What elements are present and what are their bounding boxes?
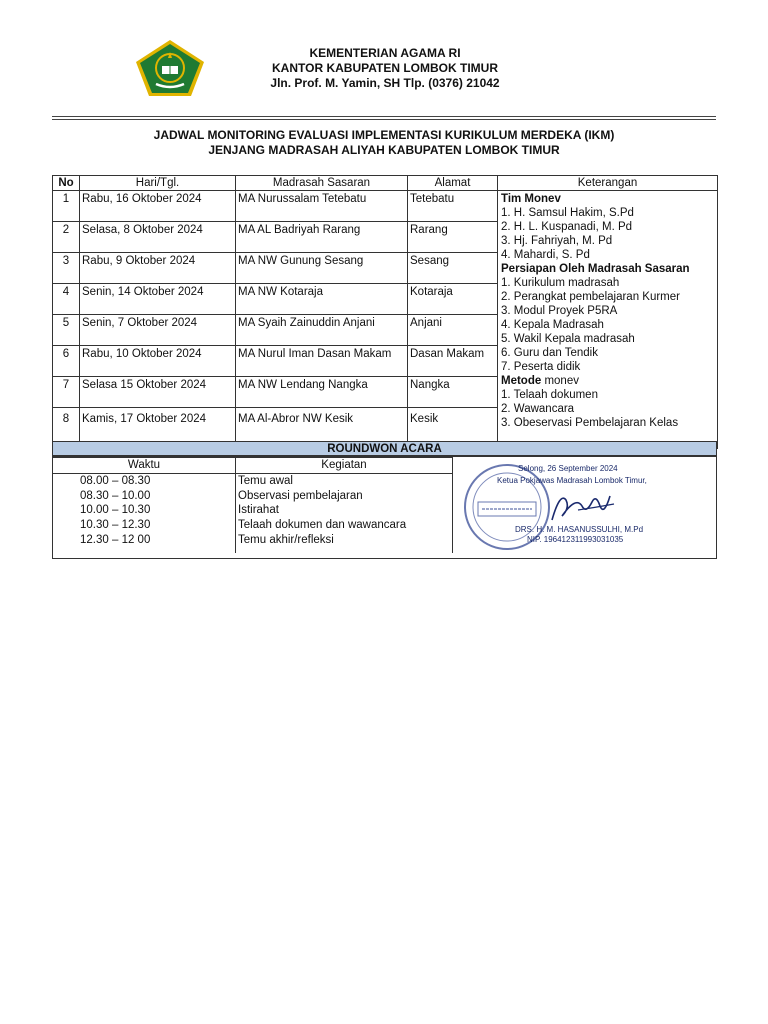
tim-monev-title: Tim Monev <box>501 193 561 205</box>
agenda-header-row <box>53 458 453 474</box>
row-address: Dasan Makam <box>408 346 498 377</box>
row-date: Selasa 15 Oktober 2024 <box>80 377 236 408</box>
agenda-header-activity: Kegiatan <box>236 458 453 474</box>
persiapan-item: 3. Modul Proyek P5RA <box>501 305 618 317</box>
schedule-table <box>52 175 718 449</box>
persiapan-item: 6. Guru dan Tendik <box>501 347 598 359</box>
letterhead-line-1: KEMENTERIAN AGAMA RI <box>309 46 461 60</box>
metode-item: 2. Wawancara <box>501 403 575 415</box>
title-line-2: JENJANG MADRASAH ALIYAH KABUPATEN LOMBOK TIMUR <box>208 143 560 157</box>
row-school: MA Al-Abror NW Kesik <box>236 408 408 449</box>
row-no: 8 <box>53 408 80 449</box>
row-no: 4 <box>53 284 80 315</box>
persiapan-item: 7. Peserta didik <box>501 361 581 373</box>
row-no: 3 <box>53 253 80 284</box>
signatory-nip: NIP. 196412311993031035 <box>527 535 624 544</box>
title-line-1: JADWAL MONITORING EVALUASI IMPLEMENTASI KURIKULUM MERDEKA (IKM) <box>153 128 615 142</box>
agenda-time: 08.00 – 08.30 <box>53 473 236 488</box>
persiapan-item: 4. Kepala Madrasah <box>501 319 604 331</box>
signature-role: Ketua Pokjawas Madrasah Lombok Timur, <box>497 476 647 485</box>
agenda-time: 12.30 – 12 00 <box>53 533 236 553</box>
metode-item: 1. Telaah dokumen <box>501 389 598 401</box>
row-no: 2 <box>53 222 80 253</box>
row-address: Kesik <box>408 408 498 449</box>
row-address: Tetebatu <box>408 191 498 222</box>
persiapan-item: 5. Wakil Kepala madrasah <box>501 333 635 345</box>
agenda-activity: Istirahat <box>236 503 453 518</box>
agenda-time: 08.30 – 10.00 <box>53 489 236 504</box>
header-no: No <box>53 176 80 191</box>
row-school: MA NW Kotaraja <box>236 284 408 315</box>
row-date: Selasa, 8 Oktober 2024 <box>80 222 236 253</box>
letterhead-rule-2 <box>52 119 716 120</box>
row-school: MA NW Lendang Nangka <box>236 377 408 408</box>
row-school: MA Nurussalam Tetebatu <box>236 191 408 222</box>
row-date: Rabu, 9 Oktober 2024 <box>80 253 236 284</box>
row-no: 1 <box>53 191 80 222</box>
header-date: Hari/Tgl. <box>80 176 236 191</box>
agenda-row <box>53 473 453 488</box>
row-address: Nangka <box>408 377 498 408</box>
tim-member: 2. H. L. Kuspanadi, M. Pd <box>501 221 633 233</box>
header-school: Madrasah Sasaran <box>236 176 408 191</box>
table-header-row <box>53 176 718 191</box>
row-no: 7 <box>53 377 80 408</box>
row-date: Senin, 14 Oktober 2024 <box>80 284 236 315</box>
metode-title: Metode <box>501 375 542 387</box>
metode-item: 3. Obeservasi Pembelajaran Kelas <box>501 417 679 429</box>
row-address: Kotaraja <box>408 284 498 315</box>
ministry-logo <box>134 38 206 98</box>
agenda-activity: Temu akhir/refleksi <box>236 533 453 553</box>
tim-member: 4. Mahardi, S. Pd <box>501 249 590 261</box>
agenda-row <box>53 518 453 533</box>
letterhead-address: Jln. Prof. M. Yamin, SH Tlp. (0376) 21042 <box>270 76 500 90</box>
persiapan-item: 2. Perangkat pembelajaran Kurmer <box>501 291 680 303</box>
letterhead-line-2: KANTOR KABUPATEN LOMBOK TIMUR <box>272 61 498 75</box>
row-school: MA Syaih Zainuddin Anjani <box>236 315 408 346</box>
row-no: 5 <box>53 315 80 346</box>
signatory-name: DRS. H. M. HASANUSSULHI, M.Pd <box>515 525 644 534</box>
row-no: 6 <box>53 346 80 377</box>
letterhead-rule-1 <box>52 116 716 117</box>
row-school: MA AL Badriyah Rarang <box>236 222 408 253</box>
agenda-row <box>53 503 453 518</box>
roundown-title: ROUNDWON ACARA <box>52 441 717 457</box>
row-address: Anjani <box>408 315 498 346</box>
persiapan-title: Persiapan Oleh Madrasah Sasaran <box>501 263 690 275</box>
handwritten-signature <box>548 486 618 526</box>
row-date: Kamis, 17 Oktober 2024 <box>80 408 236 449</box>
persiapan-item: 1. Kurikulum madrasah <box>501 277 620 289</box>
row-address: Sesang <box>408 253 498 284</box>
signature-date: Selong, 26 September 2024 <box>518 464 618 473</box>
agenda-activity: Temu awal <box>236 473 453 488</box>
agenda-header-time: Waktu <box>53 458 236 474</box>
row-date: Rabu, 16 Oktober 2024 <box>80 191 236 222</box>
agenda-row <box>53 533 453 553</box>
agenda-table <box>52 457 453 553</box>
agenda-activity: Telaah dokumen dan wawancara <box>236 518 453 533</box>
document-title <box>52 128 716 158</box>
header-notes: Keterangan <box>498 176 718 191</box>
agenda-row <box>53 489 453 504</box>
agenda-activity: Observasi pembelajaran <box>236 489 453 504</box>
header-address: Alamat <box>408 176 498 191</box>
row-school: MA Nurul Iman Dasan Makam <box>236 346 408 377</box>
tim-member: 3. Hj. Fahriyah, M. Pd <box>501 235 613 247</box>
metode-heading <box>501 374 714 388</box>
agenda-time: 10.30 – 12.30 <box>53 518 236 533</box>
row-date: Rabu, 10 Oktober 2024 <box>80 346 236 377</box>
row-school: MA NW Gunung Sesang <box>236 253 408 284</box>
row-date: Senin, 7 Oktober 2024 <box>80 315 236 346</box>
agenda-time: 10.00 – 10.30 <box>53 503 236 518</box>
table-row <box>53 191 718 222</box>
letterhead <box>230 46 540 91</box>
row-address: Rarang <box>408 222 498 253</box>
metode-suffix: monev <box>541 375 579 387</box>
tim-member: 1. H. Samsul Hakim, S.Pd <box>501 207 634 219</box>
notes-cell <box>498 191 718 449</box>
